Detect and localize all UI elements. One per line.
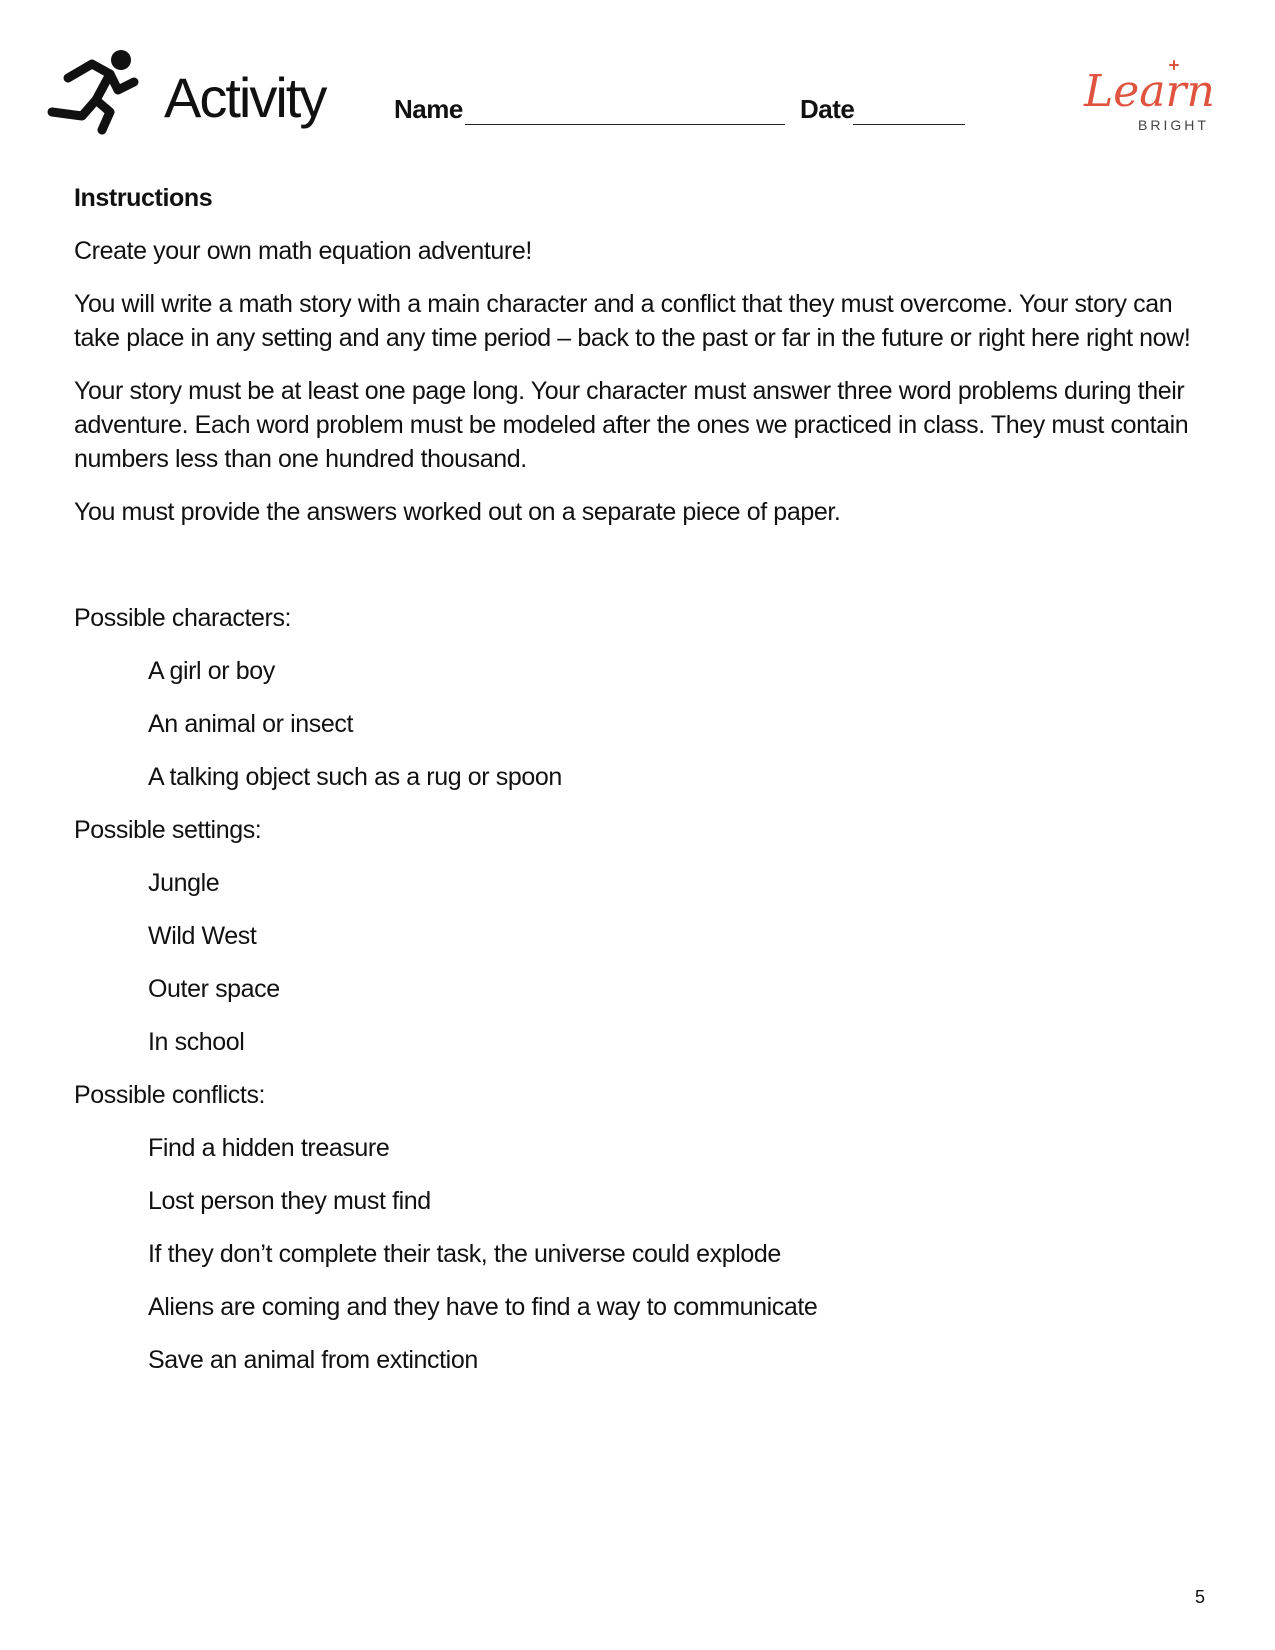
list-item: Jungle <box>148 869 220 897</box>
settings-label: Possible settings: <box>74 816 262 844</box>
list-item: If they don’t complete their task, the universe could explode <box>148 1240 781 1268</box>
instruction-paragraph: You will write a math story with a main character and a conflict that they must overcome. Your story can take place in any setting and any time period – back to the past or far in the future or right here right now! <box>74 290 1191 352</box>
instructions-body <box>74 181 1204 1396</box>
instruction-paragraph: You must provide the answers worked out on a separate piece of paper. <box>74 498 841 526</box>
name-label: Name <box>394 94 463 124</box>
page-number: 5 <box>1195 1587 1206 1607</box>
learn-bright-logo <box>1080 56 1240 136</box>
date-field[interactable] <box>853 124 965 125</box>
instructions-heading: Instructions <box>74 184 213 212</box>
instruction-paragraph: Your story must be at least one page long. Your character must answer three word problems during their adventure. Each word problem must be modeled after the ones we practiced in class. They must contain numbers less than one hundred thousand. <box>74 377 1189 473</box>
name-field[interactable] <box>465 124 785 125</box>
logo-subword: BRIGHT <box>1138 117 1209 133</box>
list-item: An animal or insect <box>148 710 353 738</box>
list-item: A girl or boy <box>148 657 275 685</box>
list-item: Lost person they must find <box>148 1187 431 1215</box>
list-item: Aliens are coming and they have to find a way to communicate <box>148 1293 818 1321</box>
instruction-paragraph: Create your own math equation adventure! <box>74 237 532 265</box>
running-person-icon <box>46 46 146 138</box>
list-item: Outer space <box>148 975 280 1003</box>
list-item: Find a hidden treasure <box>148 1134 390 1162</box>
logo-word: Learn <box>1084 66 1215 117</box>
list-item: In school <box>148 1028 245 1056</box>
list-item: Save an animal from extinction <box>148 1346 478 1374</box>
list-item: Wild West <box>148 922 257 950</box>
conflicts-label: Possible conflicts: <box>74 1081 266 1109</box>
characters-label: Possible characters: <box>74 604 292 632</box>
date-label: Date <box>800 94 855 124</box>
page-title: Activity <box>164 66 326 129</box>
list-item: A talking object such as a rug or spoon <box>148 763 562 791</box>
